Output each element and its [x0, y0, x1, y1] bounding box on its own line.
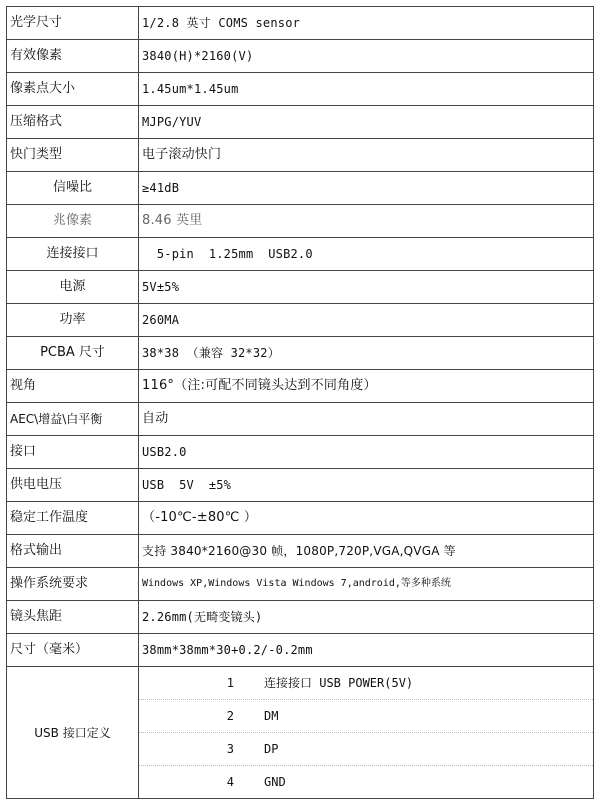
- table-row: [7, 568, 594, 601]
- usb-definition-label: USB 接口定义: [7, 667, 139, 799]
- table-row: [7, 40, 594, 73]
- spec-label: 供电电压: [7, 469, 139, 502]
- spec-value: 116°（注:可配不同镜头达到不同角度）: [139, 370, 594, 403]
- spec-value: ≥41dB: [139, 172, 594, 205]
- spec-label: 快门类型: [7, 139, 139, 172]
- spec-label: 有效像素: [7, 40, 139, 73]
- spec-value: USB2.0: [139, 436, 594, 469]
- table-row: [7, 238, 594, 271]
- usb-pin-row: [139, 700, 593, 733]
- table-row: [7, 502, 594, 535]
- usb-pin-table: [139, 667, 593, 798]
- spec-label: AEC\增益\白平衡: [7, 403, 139, 436]
- spec-label: 操作系统要求: [7, 568, 139, 601]
- table-row: [7, 370, 594, 403]
- spec-value: 自动: [139, 403, 594, 436]
- pin-description: DM: [264, 700, 593, 733]
- usb-pin-row: [139, 733, 593, 766]
- spec-label: 接口: [7, 436, 139, 469]
- table-row: [7, 634, 594, 667]
- spec-label: PCBA 尺寸: [7, 337, 139, 370]
- table-row: [7, 601, 594, 634]
- usb-pin-cell: [139, 667, 594, 799]
- table-row: [7, 106, 594, 139]
- table-row: [7, 172, 594, 205]
- pin-number: 4: [226, 775, 234, 789]
- spec-value: 38mm*38mm*30+0.2/-0.2mm: [139, 634, 594, 667]
- table-row: [7, 469, 594, 502]
- spec-value: 1/2.8 英寸 COMS sensor: [139, 7, 594, 40]
- spec-value: Windows XP,Windows Vista Windows 7,android,等多种系统: [139, 568, 594, 601]
- table-row: [7, 7, 594, 40]
- table-row: [7, 205, 594, 238]
- table-row: [7, 337, 594, 370]
- spec-value: （-10℃-±80℃ ）: [139, 502, 594, 535]
- spec-value: 2.26mm(无畸变镜头): [139, 601, 594, 634]
- spec-label: 稳定工作温度: [7, 502, 139, 535]
- pin-number: 2: [139, 700, 264, 733]
- pin-description: 连接接口 USB POWER(5V): [264, 667, 593, 700]
- spec-label: 电源: [7, 271, 139, 304]
- spec-label: 兆像素: [7, 205, 139, 238]
- spec-label: 镜头焦距: [7, 601, 139, 634]
- pin-description: GND: [264, 775, 286, 789]
- usb-pin-row: [139, 766, 593, 799]
- spec-label: 信噪比: [7, 172, 139, 205]
- spec-value: 5V±5%: [139, 271, 594, 304]
- spec-value: 3840(H)*2160(V): [139, 40, 594, 73]
- spec-value: 电子滚动快门: [139, 139, 594, 172]
- table-row: [7, 139, 594, 172]
- pin-number: 1: [139, 667, 264, 700]
- spec-value: 38*38 （兼容 32*32）: [139, 337, 594, 370]
- spec-label: 光学尺寸: [7, 7, 139, 40]
- spec-value: 8.46 英里: [139, 205, 594, 238]
- table-row: [7, 304, 594, 337]
- usb-pin-row: [139, 667, 593, 700]
- spec-label: 视角: [7, 370, 139, 403]
- spec-label: 格式输出: [7, 535, 139, 568]
- table-row: [7, 271, 594, 304]
- spec-label: 像素点大小: [7, 73, 139, 106]
- spec-value: USB 5V ±5%: [139, 469, 594, 502]
- spec-value: 260MA: [139, 304, 594, 337]
- spec-label: 压缩格式: [7, 106, 139, 139]
- spec-value: 5-pin 1.25mm USB2.0: [139, 238, 594, 271]
- spec-label: 功率: [7, 304, 139, 337]
- spec-value: 1.45um*1.45um: [139, 73, 594, 106]
- table-row: [7, 535, 594, 568]
- pin-number: 3: [139, 733, 264, 766]
- table-row: [7, 436, 594, 469]
- table-row: [7, 403, 594, 436]
- spec-label: 尺寸（毫米）: [7, 634, 139, 667]
- spec-value: 支持 3840*2160@30 帧，1080P,720P,VGA,QVGA 等: [139, 535, 594, 568]
- table-row: [7, 73, 594, 106]
- spec-table: [6, 6, 594, 799]
- spec-value: MJPG/YUV: [139, 106, 594, 139]
- spec-label: 连接接口: [7, 238, 139, 271]
- pin-description: DP: [264, 733, 593, 766]
- table-row: [7, 667, 594, 799]
